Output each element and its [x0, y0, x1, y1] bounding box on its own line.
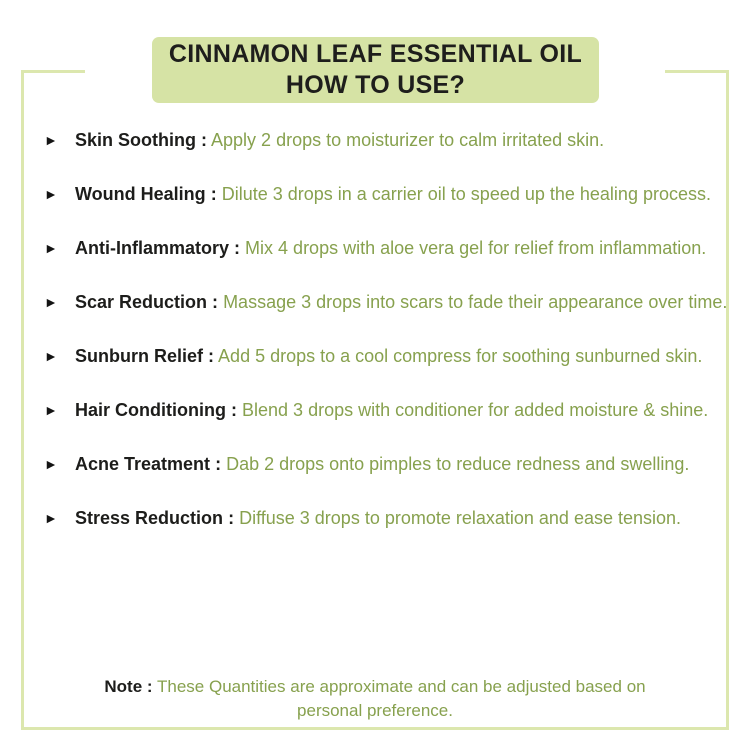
- arrow-bullet-icon: ►: [44, 186, 58, 202]
- list-item-text: [75, 128, 728, 153]
- arrow-bullet-icon: ►: [44, 510, 58, 526]
- list-item-text: [75, 398, 728, 423]
- list-item: [44, 344, 728, 369]
- list-item: [44, 128, 728, 153]
- item-description: Apply 2 drops to moisturizer to calm irritated skin.: [211, 130, 605, 150]
- list-item-text: [75, 236, 728, 261]
- note-text-block: [93, 675, 658, 723]
- note-text: These Quantities are approximate and can be adjusted based on personal preference.: [157, 677, 646, 720]
- item-separator: :: [201, 130, 208, 150]
- item-separator: :: [231, 400, 237, 420]
- item-label: Wound Healing: [75, 184, 206, 204]
- item-separator: :: [234, 238, 241, 258]
- item-label: Anti-Inflammatory: [75, 238, 230, 258]
- item-label: Sunburn Relief: [75, 346, 204, 366]
- list-item: [44, 236, 728, 261]
- item-separator: :: [215, 454, 222, 474]
- note-label: Note: [104, 677, 143, 696]
- item-label: Acne Treatment: [75, 454, 211, 474]
- item-description: Dilute 3 drops in a carrier oil to speed up the healing process.: [221, 184, 711, 204]
- item-separator: :: [228, 508, 235, 528]
- frame-border-top-left: [21, 70, 85, 73]
- item-description: Add 5 drops to a cool compress for soothing sunburned skin.: [218, 346, 703, 366]
- list-item-text: [75, 344, 728, 369]
- list-item-text: [75, 506, 728, 531]
- item-label: Stress Reduction: [75, 508, 224, 528]
- arrow-bullet-icon: ►: [44, 294, 58, 310]
- note-separator: :: [146, 677, 153, 696]
- list-item: [44, 398, 728, 423]
- arrow-bullet-icon: ►: [44, 456, 58, 472]
- list-item: [44, 290, 728, 315]
- arrow-bullet-icon: ►: [44, 240, 58, 256]
- item-description: Dab 2 drops onto pimples to reduce redness and swelling.: [226, 454, 690, 474]
- page-title-line2: HOW TO USE?: [285, 71, 466, 99]
- usage-list: [44, 128, 728, 560]
- page-title-line1: CINNAMON LEAF ESSENTIAL OIL: [168, 40, 583, 68]
- item-label: Scar Reduction: [75, 292, 208, 312]
- list-item: [44, 452, 728, 477]
- item-separator: :: [208, 346, 215, 366]
- item-label: Hair Conditioning: [75, 400, 226, 420]
- item-label: Skin Soothing: [75, 130, 196, 150]
- arrow-bullet-icon: ►: [44, 402, 58, 418]
- arrow-bullet-icon: ►: [44, 132, 58, 148]
- item-description: Massage 3 drops into scars to fade their appearance over time.: [223, 292, 728, 312]
- list-item-text: [75, 182, 728, 207]
- list-item-text: [75, 452, 728, 477]
- item-separator: :: [212, 292, 219, 312]
- note-section: [0, 675, 750, 723]
- item-description: Mix 4 drops with aloe vera gel for relief from inflammation.: [245, 238, 707, 258]
- item-description: Diffuse 3 drops to promote relaxation and ease tension.: [239, 508, 682, 528]
- frame-border-bottom: [21, 727, 729, 730]
- list-item: [44, 506, 728, 531]
- arrow-bullet-icon: ►: [44, 348, 58, 364]
- item-separator: :: [210, 184, 217, 204]
- frame-border-top-right: [665, 70, 729, 73]
- header-banner: [152, 37, 599, 103]
- list-item: [44, 182, 728, 207]
- list-item-text: [75, 290, 728, 315]
- item-description: Blend 3 drops with conditioner for added moisture & shine.: [242, 400, 709, 420]
- frame-border-left: [21, 70, 24, 730]
